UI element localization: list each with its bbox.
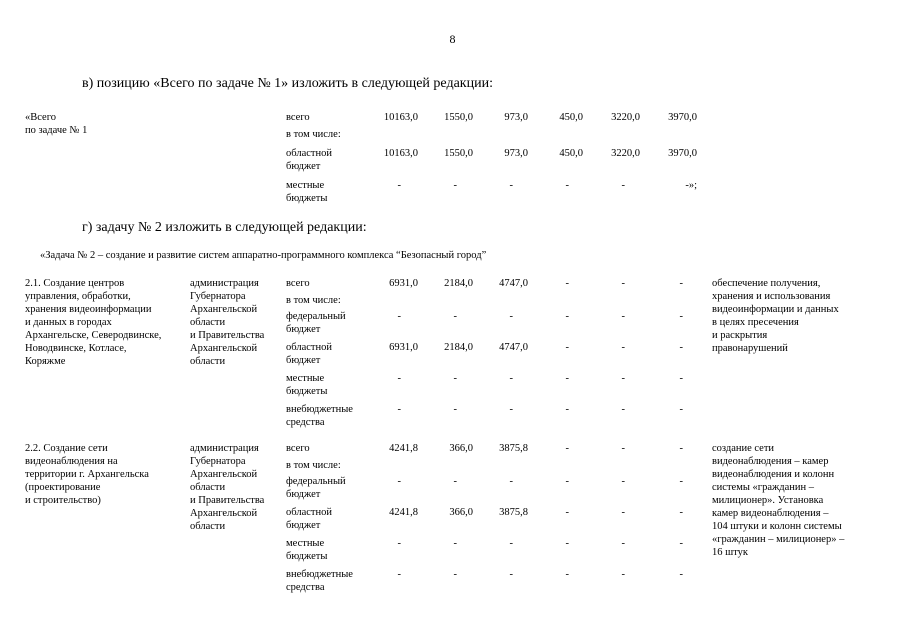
- cell-value: 4747,0: [499, 342, 528, 353]
- section-heading: в) позицию «Всего по задаче № 1» изложить в следующей редакции:: [82, 76, 493, 91]
- cell-value: 1550,0: [444, 112, 473, 123]
- row-label: внебюджетные: [286, 404, 353, 415]
- executor: Архангельской: [190, 304, 258, 315]
- cell-value: 366,0: [449, 507, 473, 518]
- expected-result: обеспечение получения,: [712, 278, 821, 289]
- row-label: местные: [286, 180, 325, 191]
- measure-name: видеонаблюдения на: [25, 456, 118, 467]
- expected-result: видеонаблюдения и колонн: [712, 469, 835, 480]
- row-label: областной: [286, 507, 332, 518]
- executor: администрация: [190, 278, 259, 289]
- executor: области: [190, 521, 226, 532]
- expected-result: видеонаблюдения – камер: [712, 456, 829, 467]
- expected-result: создание сети: [712, 443, 775, 454]
- measure-name: Коряжме: [25, 356, 66, 367]
- section-heading: г) задачу № 2 изложить в следующей редакции:: [82, 220, 367, 235]
- cell-value: -: [397, 538, 401, 549]
- cell-value: -: [621, 569, 625, 580]
- expected-result: милиционер». Установка: [712, 495, 824, 506]
- expected-result: системы «гражданин –: [712, 482, 814, 493]
- expected-result: в целях пресечения: [712, 317, 799, 328]
- cell-value: 3875,8: [499, 507, 528, 518]
- cell-value: -: [397, 404, 401, 415]
- cell-value: 973,0: [504, 148, 528, 159]
- expected-result: хранения и использования: [712, 291, 831, 302]
- cell-value: -: [679, 476, 683, 487]
- row-label: всего: [286, 278, 310, 289]
- executor: области: [190, 317, 226, 328]
- cell-value: -: [679, 373, 683, 384]
- expected-result: видеоинформации и данных: [712, 304, 839, 315]
- cell-value: -: [397, 373, 401, 384]
- cell-value: -: [509, 476, 513, 487]
- row-label: бюджет: [286, 489, 321, 500]
- expected-result: и раскрытия: [712, 330, 768, 341]
- measure-name: хранения видеоинформации: [25, 304, 152, 315]
- executor: и Правительства: [190, 330, 265, 341]
- cell-value: 3970,0: [668, 148, 697, 159]
- cell-value: -: [621, 180, 625, 191]
- cell-value: 6931,0: [389, 342, 418, 353]
- cell-value: -: [453, 404, 457, 415]
- row-label: всего: [286, 112, 310, 123]
- expected-result: 104 штуки и колонн системы: [712, 521, 842, 532]
- row-label: бюджет: [286, 355, 321, 366]
- executor: области: [190, 356, 226, 367]
- measure-name: территории г. Архангельска: [25, 469, 149, 480]
- cell-value: -: [397, 311, 401, 322]
- executor: Архангельской: [190, 343, 258, 354]
- row-label: средства: [286, 582, 325, 593]
- cell-value: 4747,0: [499, 278, 528, 289]
- measure-name: 2.1. Создание центров: [25, 278, 125, 289]
- cell-value: -: [565, 311, 569, 322]
- cell-value: -: [453, 538, 457, 549]
- executor: администрация: [190, 443, 259, 454]
- cell-value: -: [453, 476, 457, 487]
- cell-value: -»;: [685, 180, 697, 191]
- page-number: 8: [449, 32, 456, 46]
- row-label: в том числе:: [286, 129, 341, 140]
- cell-value: 450,0: [559, 112, 583, 123]
- cell-value: -: [509, 180, 513, 191]
- cell-value: -: [621, 342, 625, 353]
- measure-name: управления, обработки,: [25, 291, 131, 302]
- cell-value: -: [565, 373, 569, 384]
- cell-value: 3875,8: [499, 443, 528, 454]
- cell-value: 10163,0: [383, 112, 418, 123]
- cell-value: 3220,0: [611, 148, 640, 159]
- cell-value: -: [679, 443, 683, 454]
- measure-name: и данных в городах: [25, 317, 112, 328]
- row-label: местные: [286, 373, 325, 384]
- cell-value: -: [621, 538, 625, 549]
- row-label: бюджеты: [286, 551, 328, 562]
- cell-value: -: [565, 404, 569, 415]
- executor: области: [190, 482, 226, 493]
- measure-name: 2.2. Создание сети: [25, 443, 108, 454]
- row-label: федеральный: [286, 476, 346, 487]
- measure-name: Архангельске, Северодвинске,: [25, 330, 162, 341]
- row-label: бюджет: [286, 324, 321, 335]
- cell-value: 3970,0: [668, 112, 697, 123]
- cell-value: -: [397, 180, 401, 191]
- row-label: местные: [286, 538, 325, 549]
- cell-value: 366,0: [449, 443, 473, 454]
- row-title: по задаче № 1: [25, 125, 88, 136]
- cell-value: -: [565, 476, 569, 487]
- cell-value: -: [453, 311, 457, 322]
- cell-value: -: [565, 278, 569, 289]
- cell-value: -: [509, 569, 513, 580]
- cell-value: 6931,0: [389, 278, 418, 289]
- cell-value: -: [621, 507, 625, 518]
- measure-name: (проектирование: [25, 482, 101, 493]
- cell-value: -: [679, 342, 683, 353]
- executor: Архангельской: [190, 508, 258, 519]
- row-label: в том числе:: [286, 295, 341, 306]
- cell-value: 450,0: [559, 148, 583, 159]
- executor: и Правительства: [190, 495, 265, 506]
- cell-value: -: [679, 278, 683, 289]
- expected-result: камер видеонаблюдения –: [712, 508, 829, 519]
- cell-value: -: [621, 311, 625, 322]
- cell-value: -: [565, 180, 569, 191]
- row-label: бюджет: [286, 161, 321, 172]
- cell-value: -: [565, 342, 569, 353]
- cell-value: -: [565, 569, 569, 580]
- cell-value: -: [509, 538, 513, 549]
- cell-value: -: [679, 507, 683, 518]
- cell-value: 4241,8: [389, 443, 418, 454]
- expected-result: правонарушений: [712, 343, 788, 354]
- cell-value: -: [621, 373, 625, 384]
- expected-result: «гражданин – милиционер» –: [712, 534, 845, 545]
- row-label: областной: [286, 342, 332, 353]
- cell-value: 2184,0: [444, 342, 473, 353]
- cell-value: -: [453, 569, 457, 580]
- row-label: средства: [286, 417, 325, 428]
- cell-value: -: [509, 373, 513, 384]
- executor: Губернатора: [190, 456, 246, 467]
- row-label: бюджеты: [286, 193, 328, 204]
- cell-value: -: [397, 569, 401, 580]
- row-label: бюджеты: [286, 386, 328, 397]
- cell-value: -: [565, 507, 569, 518]
- cell-value: -: [679, 569, 683, 580]
- cell-value: 3220,0: [611, 112, 640, 123]
- executor: Губернатора: [190, 291, 246, 302]
- cell-value: 2184,0: [444, 278, 473, 289]
- cell-value: 973,0: [504, 112, 528, 123]
- cell-value: -: [453, 180, 457, 191]
- cell-value: -: [453, 373, 457, 384]
- cell-value: -: [679, 538, 683, 549]
- cell-value: -: [565, 538, 569, 549]
- row-label: внебюджетные: [286, 569, 353, 580]
- row-label: всего: [286, 443, 310, 454]
- task-title: «Задача № 2 – создание и развитие систем аппаратно-программного комплекса “Безопасный город”: [40, 250, 487, 261]
- cell-value: -: [621, 404, 625, 415]
- measure-name: Новодвинске, Котласе,: [25, 343, 127, 354]
- row-label: в том числе:: [286, 460, 341, 471]
- cell-value: 10163,0: [383, 148, 418, 159]
- measure-name: и строительство): [25, 495, 101, 506]
- cell-value: -: [621, 476, 625, 487]
- cell-value: -: [509, 311, 513, 322]
- cell-value: -: [565, 443, 569, 454]
- cell-value: -: [679, 404, 683, 415]
- cell-value: -: [679, 311, 683, 322]
- cell-value: -: [621, 443, 625, 454]
- row-title: «Всего: [25, 112, 56, 123]
- cell-value: 4241,8: [389, 507, 418, 518]
- cell-value: -: [397, 476, 401, 487]
- row-label: бюджет: [286, 520, 321, 531]
- row-label: федеральный: [286, 311, 346, 322]
- cell-value: -: [621, 278, 625, 289]
- cell-value: -: [509, 404, 513, 415]
- expected-result: 16 штук: [712, 547, 749, 558]
- row-label: областной: [286, 148, 332, 159]
- cell-value: 1550,0: [444, 148, 473, 159]
- executor: Архангельской: [190, 469, 258, 480]
